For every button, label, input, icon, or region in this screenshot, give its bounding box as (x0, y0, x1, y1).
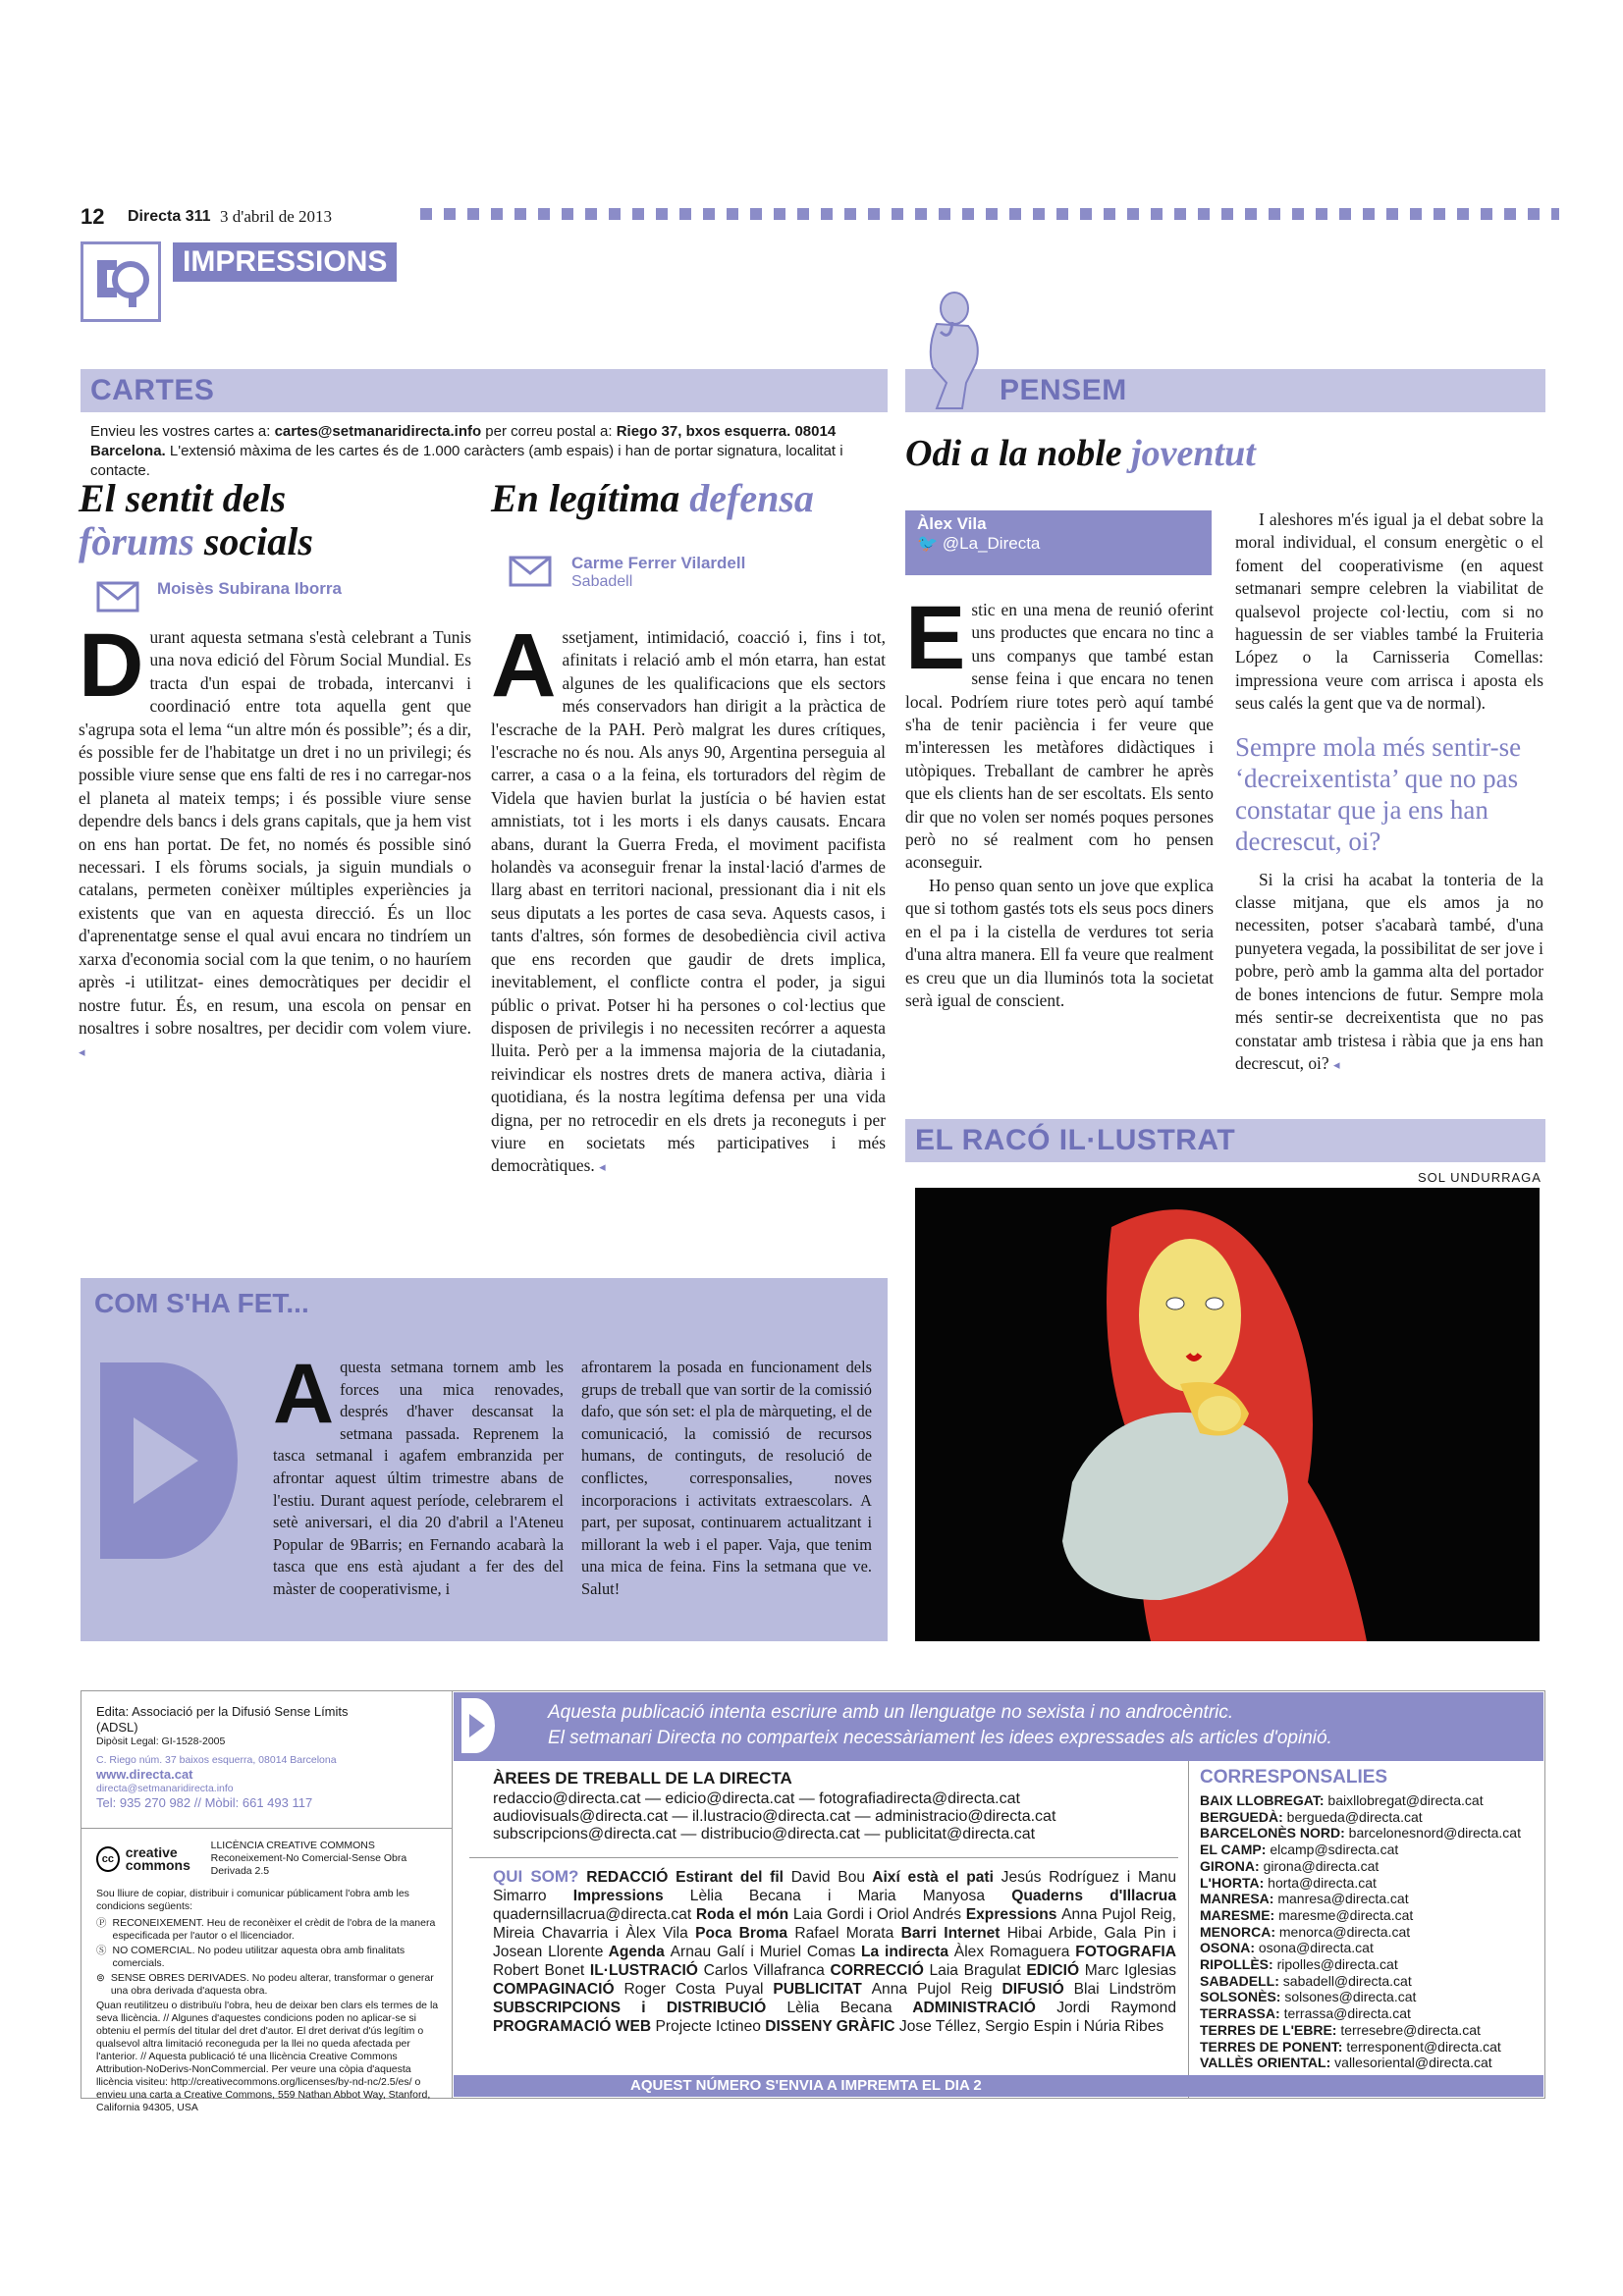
letter2-title-highlight: defensa (689, 476, 814, 520)
pensem-twitter[interactable]: @La_Directa (942, 534, 1041, 553)
cartes-email[interactable]: cartes@setmanaridirecta.info (274, 423, 482, 440)
comshafet-panel (81, 1278, 888, 1641)
letter1-dropcap: D (79, 615, 144, 716)
quisom-role: REDACCIÓ (586, 1869, 676, 1886)
illustration-image (915, 1188, 1540, 1641)
pensem-dropcap: E (905, 588, 966, 688)
quisom-role: Estirant del fil (676, 1869, 791, 1886)
corr-place: L'HORTA: (1200, 1874, 1269, 1891)
corr-email[interactable]: terresponent@directa.cat (1346, 2038, 1501, 2055)
corr-place: BARCELONÈS NORD: (1200, 1825, 1349, 1842)
cartes-intro-text2: per correu postal a: (481, 423, 617, 440)
letter1-title-part: El sentit dels (79, 476, 287, 520)
cc-brand: creative commons (125, 1843, 190, 1873)
pensem-pullquote: Sempre mola més sentir-se ‘decreixentista’ que no pas constatar que ja ens han decrescut, oi? (1235, 731, 1522, 856)
quisom-names: Rafael Morata (794, 1925, 894, 1942)
section-label: IMPRESSIONS (173, 242, 397, 282)
quisom-names: Lèlia Becana (786, 2000, 893, 2016)
corr-email[interactable]: ripolles@directa.cat (1276, 1956, 1398, 1973)
pensem-p4: Si la crisi ha acabat la tonteria de la classe mitjana, que els amos ja no necessiten, potser s'acabarà també, d'una punyetera vegada, la possibilitat de ser jove i pobre, però amb la gamma alta del portador de bones intencions de futur. Sempre mola més sentir-se decreixentista que no pas constatar amb tristesa i ràbia que ja ens han decrescut, oi? (1235, 869, 1543, 1073)
corr-vdivider (1188, 1761, 1189, 2099)
quisom-names: David Bou (790, 1869, 866, 1886)
comshafet-text1: questa setmana tornem amb les forces una mica renovades, després d'haver descansat la setmana passada. Reprenem la tasca setmanal i agafem embranzida per afrontar aquest últim trimestre abans de l'estiu. Durant aquest període, celebrarem el setè aniversari, el dia 20 d'abril a l'Ateneu Popular de 9Barris; en Fernando acabarà la tasca que ens està ajudant a fer des del màster de cooperativisme, i (273, 1358, 564, 1598)
quisom-role: COMPAGINACIÓ (493, 1981, 624, 1998)
notice-banner (454, 1692, 1543, 1761)
quisom-names: Jesús Rodríguez i Manu Simarro (493, 1869, 1176, 1904)
corr-place: MARESME: (1200, 1906, 1279, 1923)
corr-item (1200, 1875, 1543, 1892)
quisom-names: Jordi Raymond (1056, 2000, 1176, 2016)
cc-licence-title: LLICÈNCIA CREATIVE COMMONS (210, 1840, 375, 1851)
letter1-title-part2: socials (193, 519, 313, 563)
quisom-role: La indirecta (855, 1944, 954, 1960)
quisom-names: Àlex Romaguera (953, 1944, 1070, 1960)
corr-place: TERRES DE L'EBRE: (1200, 2021, 1341, 2038)
corr-email[interactable]: elcamp@sdirecta.cat (1270, 1842, 1399, 1858)
corr-item (1200, 2039, 1543, 2056)
quisom-role: DISSENY GRÀFIC (760, 2018, 899, 2035)
quisom-role: Impressions (546, 1888, 690, 1904)
directa-logo-icon (100, 1362, 238, 1564)
quisom-names: Roger Costa Puyal (623, 1981, 764, 1998)
letter2-text: ssetjament, intimidació, coacció i, fins i tot, afinitats i relació amb el món etarra, han estat algunes de les qualificacions que els sectors més conservadors han dirigit a la pràctica de l'escrache de la PAH. Però malgrat les dures crítiques, l'escrache no és nou. Als anys 90, Argentina perseguia al carrer, a casa o a la feina, els torturadors del règim de Videla que havien burlat la justícia o bé havien estat amnistiats, tot i les morts i els danys causats. Encara abans, durant la Guerra Freda, el moviment pacifista holandès va aconseguir frenar la instal·lació d'armes de llarg abast en territori nacional, pressionant dia i nit els seus diputats a les portes de casa seva. Aquests casos, i tants d'altres, són formes de desobediència civil activa que ens recorden que gaudir de drets implica, inevitablement, el conflicte contra el poder, ja sigui públic o privat. Potser hi ha persones o col·lectius que disposen de privilegis i no necessiten recórrer a aquesta lluita. Però per a la immensa majoria de la ciutadania, reivindicar els nostres drets de manera activa, diària i quotidiana, és la nostra legítima defensa per una vida digna, per no retrocedir en els drets ja reconeguts i per viure en societats més participatives i més democràtiques. (491, 627, 886, 1176)
cc-nc-icon: Ⓢ (96, 1945, 107, 1956)
thinker-icon (907, 289, 998, 421)
corr-item (1200, 1842, 1543, 1858)
corr-email[interactable]: girona@directa.cat (1263, 1857, 1380, 1874)
corr-email[interactable]: horta@directa.cat (1268, 1874, 1377, 1891)
colophon-tel: Tel: 935 270 982 // Mòbil: 661 493 117 (96, 1795, 313, 1810)
quisom-role: ADMINISTRACIÓ (892, 2000, 1057, 2016)
quisom-role: CORRECCIÓ (824, 1962, 930, 1979)
cc-icon: cc (96, 1846, 120, 1872)
corr-email[interactable]: baixllobregat@directa.cat (1327, 1792, 1484, 1808)
corr-section (1200, 1767, 1543, 2071)
comshafet-dropcap: A (273, 1347, 335, 1441)
cc-by: RECONEIXEMENT. Heu de reconèixer el crèdit de l'obra de la manera especificada per l'autor o el llicenciador. (112, 1917, 436, 1942)
corr-place: MENORCA: (1200, 1923, 1279, 1940)
comshafet-title: COM S'HA FET... (94, 1288, 309, 1318)
quisom-role: PUBLICITAT (763, 1981, 872, 1998)
quisom-names: Blai Lindström (1073, 1981, 1176, 1998)
arees-line2: audiovisuals@directa.cat — il.lustracio@directa.cat — administracio@directa.cat (493, 1808, 1056, 1825)
corr-item (1200, 2022, 1543, 2039)
pensem-title: PENSEM (1000, 374, 1127, 406)
cc-licence-type: Reconeixement-No Comercial-Sense Obra Derivada 2.5 (210, 1852, 407, 1877)
corr-place: TERRASSA: (1200, 2005, 1284, 2022)
pensem-p2: Ho penso quan sento un jove que explica que si tothom gastés tots els seus pocs diners en el pa i la cistella de verdures tot seria d'una altra manera. Ell fa veure que realment es creu que un dia lluminós tota la societat serà igual de conscient. (905, 875, 1214, 1010)
pensem-p3: I aleshores m'és igual ja el debat sobre la moral individual, el consum energètic o el foment del cooperativisme (en aquest setmanari sempre celebren la viabilitat de qualsevol projecte col·lectiu, com si no haguessin de ser viables també la Fruiteria López o la Carnisseria Comellas: impressiona veure com arrisca i aposta els seus calés la gent que va de normal). (1235, 509, 1543, 714)
quisom-role: Roda el món (691, 1906, 793, 1923)
letter2-title-part: En legítima (491, 476, 690, 520)
letter2-location: Sabadell (571, 573, 633, 590)
end-mark-icon: ◂ (1332, 1056, 1340, 1072)
corr-email[interactable]: osona@directa.cat (1258, 1940, 1374, 1956)
pensem-p1: stic en una mena de reunió oferint uns productes que encara no tinc a uns companys que també estan sense feina i que encara no tenen local. Podríem riure totes però aquí també s'ha de tenir paciència i fer veure que m'interessen les metàfores didàctiques i utòpiques. Treballant de cambrer he après que els clients han de ser escoltats. Els sento dir que no volen ser només poques persones però no sé realment com ho pensen aconseguir. (905, 600, 1214, 873)
header-dotted-rule (420, 208, 1559, 220)
corr-place: OSONA: (1200, 1940, 1259, 1956)
quisom-names: Laia Gordi i Oriol Andrés (792, 1906, 962, 1923)
corr-item (1200, 2005, 1543, 2022)
pensem-title-part: Odi a la noble (905, 433, 1132, 474)
quisom-names: Lèlia Becana i Maria Manyosa (689, 1888, 986, 1904)
end-mark-icon: ◂ (599, 1159, 606, 1175)
corr-title: CORRESPONSALIES (1200, 1767, 1388, 1788)
raco-title: EL RACÓ IL·LUSTRAT (915, 1124, 1236, 1156)
quisom-role: IL·LUSTRACIÓ (584, 1962, 704, 1979)
corr-item (1200, 1858, 1543, 1875)
pensem-headline (905, 432, 1543, 475)
letter1-body (79, 615, 471, 1064)
quisom-role: EDICIÓ (1020, 1962, 1085, 1979)
quisom-title: QUI SOM? (493, 1867, 579, 1886)
end-mark-icon: ◂ (79, 1044, 85, 1060)
quisom-role: Poca Broma (687, 1925, 795, 1942)
letter1-headline (79, 477, 452, 563)
cc-nc: NO COMERCIAL. No podeu utilitzar aquesta obra amb finalitats comercials. (112, 1945, 406, 1969)
quisom-role: Així està el pati (865, 1869, 1001, 1886)
corr-email[interactable]: solsones@directa.cat (1284, 1989, 1417, 2005)
corr-email[interactable]: bergueda@directa.cat (1286, 1808, 1423, 1825)
arees-line3: subscripcions@directa.cat — distribucio@directa.cat — publicitat@directa.cat (493, 1826, 1036, 1842)
corr-email[interactable]: terrassa@directa.cat (1283, 2005, 1411, 2022)
cartes-band (81, 369, 888, 412)
arees-title: ÀREES DE TREBALL DE LA DIRECTA (493, 1769, 792, 1788)
pensem-band (905, 369, 1545, 412)
cartes-intro-text: Envieu les vostres cartes a: (90, 423, 275, 440)
corr-email[interactable]: menorca@directa.cat (1278, 1923, 1411, 1940)
quisom-names: Robert Bonet (493, 1962, 585, 1979)
letter2-author: Carme Ferrer Vilardell (571, 554, 746, 572)
corr-place: GIRONA: (1200, 1857, 1264, 1874)
quisom-role: Quaderns d'Illacrua (985, 1888, 1176, 1904)
publication-name: Directa 311 (128, 208, 211, 225)
corr-email[interactable]: barcelonesnord@directa.cat (1348, 1825, 1521, 1842)
quisom-role: Expressions (961, 1906, 1062, 1923)
cc-nd-icon: ⊜ (96, 1972, 105, 1984)
cartes-address: Riego 37, bxos esquerra. 08014 Barcelona. (90, 423, 837, 459)
corr-email[interactable]: vallesoriental@directa.cat (1334, 2055, 1492, 2071)
page-number: 12 (81, 204, 105, 229)
colophon-diposit: Dipòsit Legal: GI-1528-2005 (96, 1735, 226, 1747)
issue-date: 3 d'abril de 2013 (220, 207, 333, 226)
pensem-col1 (905, 588, 1214, 1012)
corr-place: SOLSONÈS: (1200, 1989, 1285, 2005)
quisom-role: SUBSCRIPCIONS i DISTRIBUCIÓ (493, 2000, 787, 2016)
quisom-names: Laia Bragulat (929, 1962, 1021, 1979)
quisom-names: Hibai Arbide, Gala Pin i Josean Llorente (493, 1925, 1177, 1960)
arees-section (493, 1769, 1161, 1843)
corr-item (1200, 1825, 1543, 1842)
arees-divider (469, 1857, 1178, 1858)
envelope-icon (509, 556, 552, 592)
cc-nd: SENSE OBRES DERIVADES. No podeu alterar, transformar o generar una obra derivada d'aquesta obra. (110, 1972, 434, 1997)
cartes-intro-text3: L'extensió màxima de les cartes és de 1.000 caràcters (amb espais) i han de portar signatura, localitat i contacte. (90, 443, 843, 479)
quisom-names: quadernsillacrua@directa.cat (493, 1906, 692, 1923)
quisom-names: Jose Téllez, Sergio Espin i Núria Ribes (898, 2018, 1164, 2035)
corr-item (1200, 1973, 1543, 1990)
twitter-icon: 🐦 (917, 534, 939, 553)
colophon-address: C. Riego núm. 37 baixos esquerra, 08014 Barcelona (96, 1754, 337, 1766)
comshafet-col2: afrontarem la posada en funcionament dels grups de treball que van sortir de la comissió dafo, que són set: el pla de màrqueting, el de comunicació, la comissió de recursos humans, de continguts, de resolució de conflictes, corresponsalies, noves incorporacions i activitats extraescolars. A part, per suposat, continuarem actualitzant i millorant la web i el paper. Vaja, que tenim una mica de feina. Fins la setmana que ve. Salut! (581, 1358, 872, 1598)
quisom-role: Agenda (603, 1944, 671, 1960)
illustration-credit: SOL UNDURRAGA (1418, 1170, 1542, 1185)
colophon-divider (81, 1828, 452, 1829)
letter2-headline (491, 477, 903, 520)
directa-d-icon (461, 1698, 495, 1753)
cc-by-icon: Ⓟ (96, 1917, 107, 1929)
quisom-role: FOTOGRAFIA (1069, 1944, 1176, 1960)
corr-email[interactable]: manresa@directa.cat (1277, 1891, 1409, 1907)
pensem-author: Àlex Vila (917, 514, 987, 533)
colophon-email[interactable]: directa@setmanaridirecta.info (96, 1783, 234, 1794)
envelope-icon (96, 581, 139, 617)
quisom-names: Projecte Ictineo (655, 2018, 761, 2035)
cc-licence (96, 1840, 442, 2114)
cc-legal: Quan reutilitzeu o distribuïu l'obra, heu de deixar ben clars els termes de la seva llicència. // Algunes d'aquestes condicions poden no aplicar-se si obteniu el permís del titular del dret d'autor. El dret derivat d'ús legítim o qualsevol altra limitació reconeguda per la llei no queda afectada per l'anterior. // Aquesta publicació té una llicència Creative Commons Attribution-NoDerivs-NonCommercial. Per veure una còpia d'aquesta llicència visiteu: http://creativecommons.org/licenses/by-nd-nc/2.5/es/ o envieu una carta a Creative Commons, 559 Nathan Abbot Way, Stanford, California 94305, USA (96, 2000, 439, 2113)
quisom-names: Anna Pujol Reig (871, 1981, 993, 1998)
letter1-author: Moisès Subirana Iborra (157, 579, 342, 598)
comshafet-col1 (273, 1347, 564, 1601)
colophon-web[interactable]: www.directa.cat (96, 1767, 193, 1782)
letter2-body (491, 615, 886, 1179)
corr-place: TERRES DE PONENT: (1200, 2038, 1347, 2055)
corr-place: BAIX LLOBREGAT: (1200, 1792, 1328, 1808)
corr-item (1200, 1907, 1543, 1924)
colophon-info (96, 1704, 361, 1811)
print-notice-text: AQUEST NÚMERO S'ENVIA A IMPREMTA EL DIA 2 (630, 2077, 982, 2094)
corr-place: BERGUEDÀ: (1200, 1808, 1287, 1825)
corr-item (1200, 1940, 1543, 1956)
cartes-title: CARTES (90, 374, 215, 406)
letter2-dropcap: A (491, 615, 557, 716)
arees-line1: redaccio@directa.cat — edicio@directa.cat — fotografiadirecta@directa.cat (493, 1790, 1020, 1807)
quisom-names: Anna Pujol Reig, Mireia Chavarria i Àlex Vila (493, 1906, 1176, 1942)
corr-item (1200, 1956, 1543, 1973)
quisom-role: PROGRAMACIÓ WEB (493, 2018, 656, 2035)
corr-item (1200, 1989, 1543, 2005)
quisom-names: Marc Iglesias (1084, 1962, 1176, 1979)
banner-line1: Aquesta publicació intenta escriure amb un llenguatge no sexista i no androcèntric. (548, 1702, 1234, 1723)
corr-item (1200, 2055, 1543, 2071)
pensem-title-highlight: joventut (1131, 433, 1256, 474)
corr-place: SABADELL: (1200, 1972, 1283, 1989)
banner-line2: El setmanari Directa no comparteix necessàriament les idees expressades als articles d'opinió. (548, 1728, 1332, 1748)
corr-email[interactable]: terresebre@directa.cat (1340, 2021, 1481, 2038)
quisom-role: Barri Internet (893, 1925, 1007, 1942)
corr-place: EL CAMP: (1200, 1842, 1271, 1858)
corr-item (1200, 1891, 1543, 1907)
corr-email[interactable]: maresme@directa.cat (1278, 1906, 1414, 1923)
quisom-role: DIFUSIÓ (992, 1981, 1074, 1998)
cartes-intro (90, 422, 884, 481)
pensem-author-box (905, 510, 1212, 575)
print-notice (454, 2075, 1543, 2097)
corr-place: MANRESA: (1200, 1891, 1278, 1907)
colophon-edita: Edita: Associació per la Difusió Sense Límits (ADSL) (96, 1704, 349, 1735)
quisom-section (493, 1867, 1176, 2036)
corr-place: VALLÈS ORIENTAL: (1200, 2055, 1335, 2071)
corr-email[interactable]: sabadell@directa.cat (1282, 1972, 1412, 1989)
impressions-logo-icon (81, 241, 161, 322)
quisom-names: Arnau Galí i Muriel Comas (670, 1944, 856, 1960)
letter1-text: urant aquesta setmana s'està celebrant a Tunis una nova edició del Fòrum Social Mundial. Es tracta d'un espai de trobada, intercanvi i coordinació entre tota aquella gent que s'agrupa sota el lema “un altre món és possible”; és a dir, és possible fer de l'habitatge un dret i no un privilegi; és possible viure sense que ens falti de res i no carregar-nos el planeta al mateix temps; i és possible viure sense dependre dels bancs i dels grans capitals, que ja hem vist on ens han portat. De fet, no només és possible sinó necessari. I els fòrums socials, ja siguin mundials o catalans, permeten conèixer múltiples experiències ja existents que van en aquesta direcció. És un lloc d'aprenentatge sense el qual avui encara no tindríem un xarxa d'economia social com la que tenim, o no hauríem après -i utilitzat- eines democràtiques per decidir el nostre futur. És, en resum, una escola on pensar en nosaltres i sobre nosaltres, per decidir com volem viure. (79, 627, 471, 1038)
letter1-title-highlight: fòrums (79, 519, 194, 563)
corr-place: RIPOLLÈS: (1200, 1956, 1277, 1973)
colophon-vdivider (452, 1690, 453, 2099)
corr-item (1200, 1792, 1543, 1809)
quisom-names: Carlos Villafranca (703, 1962, 825, 1979)
pensem-col2 (1235, 508, 1543, 1076)
corr-item (1200, 1924, 1543, 1941)
raco-band (905, 1119, 1545, 1162)
corr-item (1200, 1809, 1543, 1826)
cc-intro: Sou lliure de copiar, distribuir i comunicar públicament l'obra amb les condicions següents: (96, 1888, 409, 1912)
